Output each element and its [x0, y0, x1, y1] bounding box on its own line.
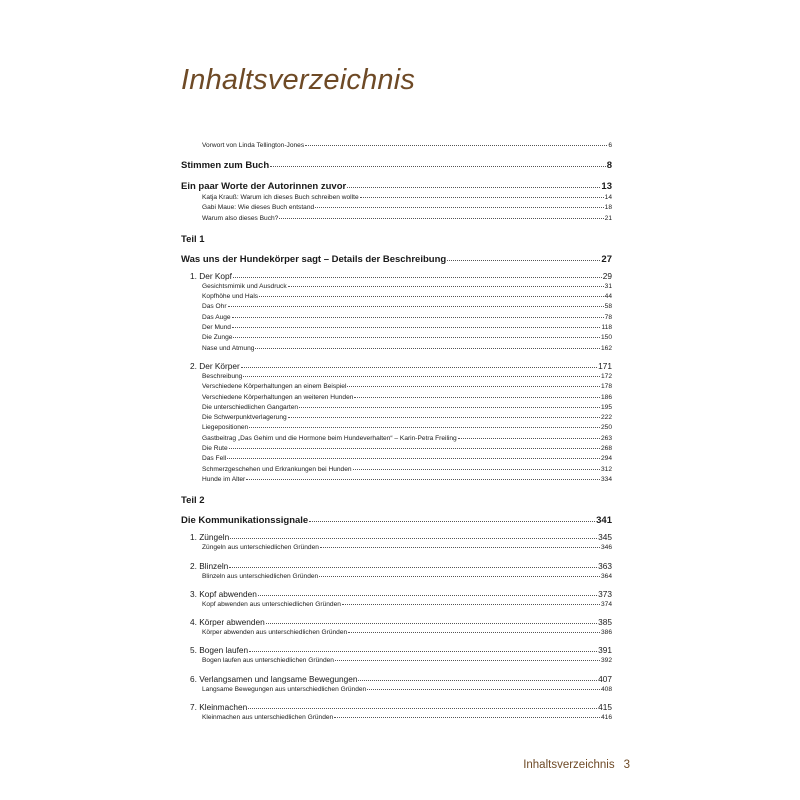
dot-leader — [320, 547, 600, 548]
toc-entry-page: 385 — [598, 617, 612, 628]
toc-entry-chap — [181, 159, 612, 172]
toc-entry-label: Warum also dieses Buch? — [202, 214, 279, 222]
toc-entry-sub — [181, 543, 612, 553]
toc-entry-sec — [181, 561, 612, 572]
dot-leader — [447, 260, 600, 261]
toc-entry-label: Die Schwerpunktverlagerung — [202, 414, 287, 422]
dot-leader — [367, 689, 600, 690]
dot-leader — [248, 708, 597, 709]
toc-entry-page: 334 — [600, 475, 612, 483]
toc-entry-page: 374 — [600, 600, 612, 608]
toc-entry-page: 263 — [600, 434, 612, 442]
dot-leader — [233, 337, 600, 338]
dot-leader — [232, 327, 601, 328]
toc-entry-page: 172 — [600, 372, 612, 380]
dot-leader — [353, 469, 600, 470]
toc-entry-page: 391 — [598, 645, 612, 656]
dot-leader — [258, 595, 597, 596]
toc-entry-sub — [181, 333, 612, 343]
page-number: 3 — [623, 759, 630, 771]
toc-entry-page: 341 — [596, 515, 612, 527]
dot-leader — [246, 479, 600, 480]
dot-leader — [335, 660, 600, 661]
dot-leader — [358, 680, 597, 681]
dot-leader — [279, 218, 603, 219]
toc-entry-page: 364 — [600, 572, 612, 580]
toc-entry-label: Vorwort von Linda Tellington-Jones — [202, 142, 305, 149]
toc-entry-sub — [181, 444, 612, 454]
dot-leader — [354, 397, 600, 398]
toc-entry-page: 415 — [598, 702, 612, 713]
toc-entry-label: Langsame Bewegungen aus unterschiedlichen Gründen — [202, 685, 367, 693]
toc-entry-label: Nase und Atmung — [202, 344, 255, 352]
toc-entry-label: 6. Verlangsamen und langsame Bewegungen — [190, 673, 358, 684]
toc-entry-sub — [181, 403, 612, 413]
toc-entry-sec — [181, 702, 612, 713]
toc-entry-label: 2. Der Körper — [190, 360, 240, 371]
toc-entry-page: 294 — [600, 455, 612, 463]
toc-entry-page: 346 — [600, 544, 612, 552]
toc-entry-label: Kleinmachen aus unterschiedlichen Gründen — [202, 714, 334, 722]
dot-leader — [232, 317, 604, 318]
toc-entry-page: 6 — [608, 142, 612, 149]
dot-leader — [299, 407, 600, 408]
toc-entry-sec — [181, 532, 612, 543]
table-of-contents — [181, 141, 612, 723]
toc-entry-label: 4. Körper abwenden — [190, 617, 265, 628]
dot-leader — [249, 651, 597, 652]
toc-entry-sub — [181, 141, 612, 151]
dot-leader — [230, 538, 597, 539]
toc-entry-label: Die Rute — [202, 445, 228, 453]
dot-leader — [270, 166, 606, 167]
dot-leader — [228, 306, 604, 307]
toc-entry-sub — [181, 685, 612, 695]
toc-entry-page: 195 — [600, 403, 612, 411]
toc-entry-label: Das Ohr — [202, 303, 227, 311]
toc-entry-label: 3. Kopf abwenden — [190, 588, 257, 599]
toc-entry-label: Kopfhöhe und Hals — [202, 293, 259, 301]
toc-entry-label: Das Auge — [202, 313, 231, 321]
toc-entry-page: 416 — [600, 714, 612, 722]
dot-leader — [319, 576, 600, 577]
page-footer — [523, 759, 630, 771]
toc-entry-sub — [181, 292, 612, 302]
dot-leader — [233, 277, 602, 278]
dot-leader — [334, 717, 600, 718]
toc-entry-page: 13 — [601, 181, 612, 192]
toc-entry-page: 171 — [598, 360, 612, 371]
toc-entry-page: 407 — [598, 673, 612, 684]
toc-entry-page: 363 — [598, 560, 612, 571]
dot-leader — [305, 145, 607, 146]
toc-entry-page: 312 — [600, 465, 612, 473]
toc-entry-sub — [181, 628, 612, 638]
toc-entry-sub — [181, 382, 612, 392]
toc-entry-label: Die unterschiedlichen Gangarten — [202, 403, 299, 411]
toc-entry-sub — [181, 344, 612, 354]
toc-entry-chap — [181, 180, 612, 193]
dot-leader — [266, 623, 597, 624]
dot-leader — [243, 376, 600, 377]
toc-entry-label: Gesichtsmimik und Ausdruck — [202, 282, 287, 290]
toc-entry-page: 373 — [598, 588, 612, 599]
toc-entry-label: Gastbeitrag „Das Gehirn und die Hormone beim Hundeverhalten“ – Karin-Petra Freiling — [202, 434, 457, 442]
dot-leader — [347, 386, 600, 387]
toc-entry-sub — [181, 434, 612, 444]
dot-leader — [227, 458, 600, 459]
toc-entry-sub — [181, 313, 612, 323]
toc-entry-page: 345 — [598, 532, 612, 543]
toc-entry-label: 2. Blinzeln — [190, 560, 229, 571]
dot-leader — [229, 448, 600, 449]
toc-entry-sub — [181, 454, 612, 464]
toc-entry-label: Beschreibung — [202, 372, 243, 380]
dot-leader — [259, 296, 604, 297]
toc-entry-sub — [181, 282, 612, 292]
toc-entry-page: 31 — [604, 282, 612, 290]
toc-entry-chap — [181, 253, 612, 266]
toc-entry-label: Körper abwenden aus unterschiedlichen Gründen — [202, 629, 348, 637]
toc-entry-label: 1. Der Kopf — [190, 270, 232, 281]
toc-entry-sub — [181, 413, 612, 423]
toc-entry-page: 150 — [600, 334, 612, 342]
toc-entry-label: Was uns der Hundekörper sagt – Details der Beschreibung — [181, 253, 447, 265]
toc-entry-page: 392 — [600, 657, 612, 665]
dot-leader — [249, 427, 600, 428]
toc-entry-page: 21 — [604, 214, 612, 222]
toc-entry-sec — [181, 645, 612, 656]
toc-entry-sub — [181, 193, 612, 203]
toc-entry-page: 44 — [604, 293, 612, 301]
toc-entry-teil — [181, 233, 612, 246]
footer-label: Inhaltsverzeichnis — [523, 759, 615, 771]
toc-entry-label: Ein paar Worte der Autorinnen zuvor — [181, 181, 347, 192]
toc-entry-page: 178 — [600, 383, 612, 391]
toc-entry-sub — [181, 393, 612, 403]
dot-leader — [255, 348, 600, 349]
toc-entry-label: 5. Bogen laufen — [190, 645, 249, 656]
toc-entry-label: Teil 2 — [181, 495, 205, 507]
toc-entry-label: Liegepositionen — [202, 424, 249, 432]
toc-entry-label: Stimmen zum Buch — [181, 160, 270, 171]
dot-leader — [241, 367, 597, 368]
toc-entry-sub — [181, 656, 612, 666]
toc-entry-sec — [181, 361, 612, 372]
toc-entry-label: Verschiedene Körperhaltungen an einem Beispiel — [202, 383, 347, 391]
toc-entry-label: 7. Kleinmachen — [190, 702, 248, 713]
toc-entry-label: Katja Krauß: Warum ich dieses Buch schreiben wollte — [202, 194, 359, 201]
toc-entry-label: Züngeln aus unterschiedlichen Gründen — [202, 544, 319, 552]
toc-entry-page: 162 — [600, 344, 612, 352]
toc-entry-page: 186 — [600, 393, 612, 401]
dot-leader — [347, 187, 600, 188]
dot-leader — [229, 567, 597, 568]
toc-entry-label: Bogen laufen aus unterschiedlichen Gründen — [202, 657, 334, 665]
toc-entry-sec — [181, 589, 612, 600]
toc-entry-page: 268 — [600, 445, 612, 453]
dot-leader — [348, 632, 600, 633]
dot-leader — [288, 286, 604, 287]
toc-entry-page: 8 — [606, 160, 612, 171]
toc-entry-label: Hunde im Alter — [202, 475, 246, 483]
toc-entry-page: 78 — [604, 313, 612, 321]
toc-entry-sec — [181, 674, 612, 685]
toc-entry-page: 18 — [604, 204, 612, 212]
page-title: Inhaltsverzeichnis — [181, 64, 416, 96]
toc-entry-sub — [181, 572, 612, 582]
toc-entry-label: Teil 1 — [181, 233, 205, 245]
toc-entry-label: Die Kommunikationssignale — [181, 515, 309, 527]
toc-entry-page: 14 — [604, 194, 612, 201]
toc-entry-label: Kopf abwenden aus unterschiedlichen Gründen — [202, 600, 341, 608]
toc-entry-label: Verschiedene Körperhaltungen an weiteren Hunden — [202, 393, 354, 401]
toc-entry-page: 250 — [600, 424, 612, 432]
toc-entry-sub — [181, 302, 612, 312]
toc-entry-chap — [181, 514, 612, 527]
toc-entry-sub — [181, 203, 612, 213]
toc-entry-label: 1. Züngeln — [190, 532, 230, 543]
toc-entry-sec — [181, 617, 612, 628]
toc-entry-label: Die Zunge — [202, 334, 233, 342]
dot-leader — [288, 417, 600, 418]
toc-entry-label: Der Mund — [202, 324, 231, 332]
toc-entry-sub — [181, 465, 612, 475]
toc-entry-label: Blinzeln aus unterschiedlichen Gründen — [202, 572, 319, 580]
dot-leader — [360, 197, 604, 198]
toc-entry-page: 58 — [604, 303, 612, 311]
toc-entry-label: Schmerzgeschehen und Erkrankungen bei Hunden — [202, 465, 352, 473]
toc-entry-sec — [181, 271, 612, 282]
toc-entry-label: Das Fell — [202, 455, 227, 463]
toc-entry-label: Gabi Maue: Wie dieses Buch entstand — [202, 204, 315, 212]
toc-entry-sub — [181, 423, 612, 433]
toc-entry-sub — [181, 600, 612, 610]
toc-entry-sub — [181, 372, 612, 382]
dot-leader — [315, 207, 604, 208]
toc-entry-page: 29 — [602, 270, 612, 281]
toc-entry-sub — [181, 214, 612, 224]
toc-entry-teil — [181, 494, 612, 507]
toc-entry-sub — [181, 323, 612, 333]
toc-entry-page: 386 — [600, 629, 612, 637]
dot-leader — [458, 438, 600, 439]
toc-entry-sub — [181, 713, 612, 723]
toc-entry-sub — [181, 475, 612, 485]
dot-leader — [342, 604, 600, 605]
toc-entry-page: 408 — [600, 685, 612, 693]
toc-entry-page: 222 — [600, 414, 612, 422]
toc-entry-page: 27 — [601, 253, 612, 265]
toc-entry-page: 118 — [601, 324, 612, 332]
dot-leader — [309, 521, 595, 522]
